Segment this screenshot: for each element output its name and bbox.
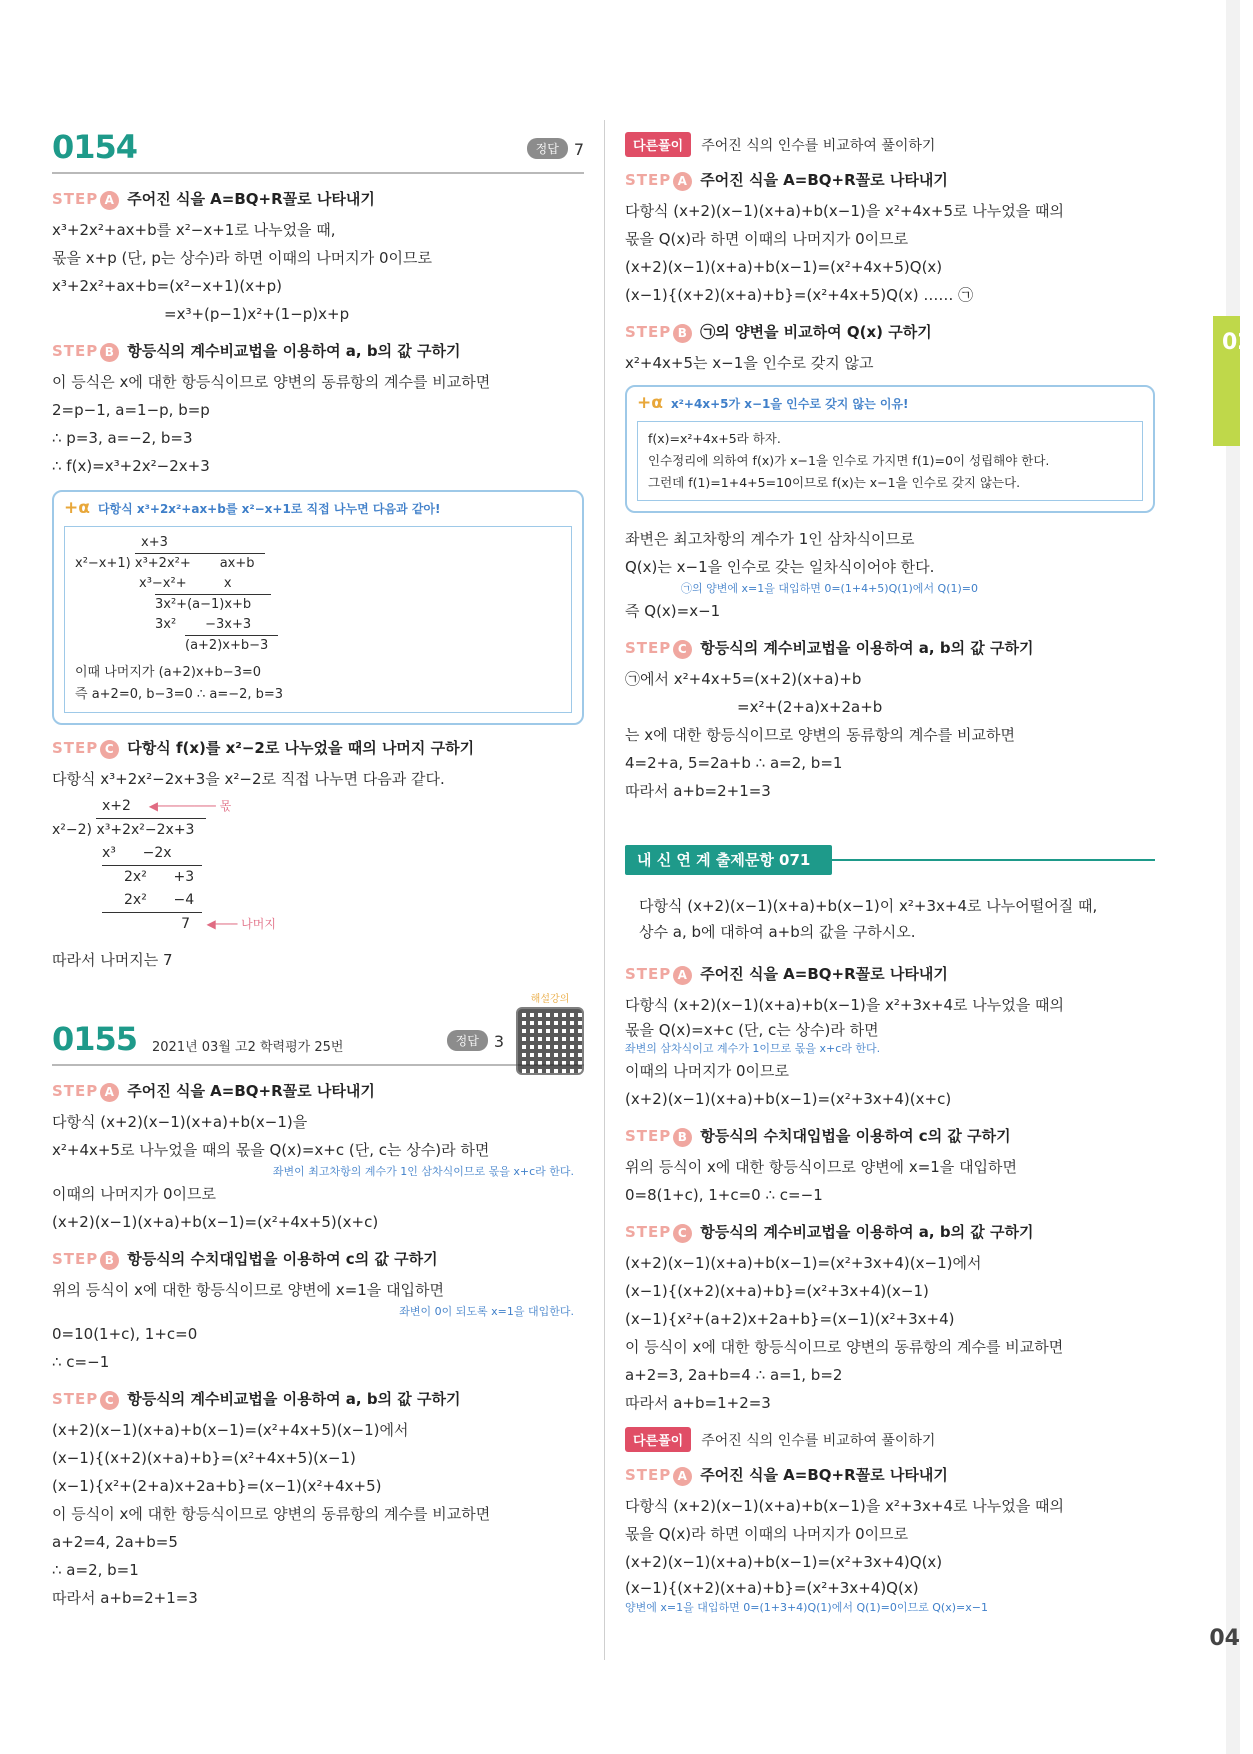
step-b: STEP B ㉠의 양변을 비교하여 Q(x) 구하기 bbox=[625, 323, 932, 341]
left-column bbox=[52, 128, 584, 1612]
dividend-row: x²−2) x³+2x²−2x+3 bbox=[52, 818, 584, 842]
tip-content bbox=[637, 421, 1143, 501]
step-tag: STEP A bbox=[625, 1466, 692, 1484]
text-line: x³+2x²+ax+b를 x²−x+1로 나누었을 때, bbox=[52, 221, 336, 239]
text-line: (x+2)(x−1)(x+a)+b(x−1)=(x²+4x+5)(x−1)에서 bbox=[52, 1421, 409, 1439]
problem-number: 0154 bbox=[52, 128, 138, 166]
exam-banner bbox=[625, 845, 1155, 879]
step-tag: STEP A bbox=[625, 171, 692, 189]
exam-question: 다항식 (x+2)(x−1)(x+a)+b(x−1)이 x²+3x+4로 나누어떨어질 때, bbox=[639, 897, 1098, 915]
step-tag: STEP B bbox=[52, 1250, 119, 1268]
step-c: STEP C 항등식의 계수비교법을 이용하여 a, b의 값 구하기 bbox=[625, 1223, 1034, 1241]
step-b: STEP B 항등식의 계수비교법을 이용하여 a, b의 값 구하기 bbox=[52, 342, 461, 360]
text-line: (x−1){x²+(a+2)x+2a+b}=(x−1)(x²+3x+4) bbox=[625, 1310, 955, 1328]
alt-solution-header: 다른풀이 주어진 식의 인수를 비교하여 풀이하기 bbox=[625, 132, 1155, 157]
step-b: STEP B 항등식의 수치대입법을 이용하여 c의 값 구하기 bbox=[52, 1250, 438, 1268]
sub-row: x³ −2x bbox=[102, 845, 172, 861]
problem-0155-header bbox=[52, 994, 584, 1066]
step-tag: STEP C bbox=[625, 1223, 692, 1241]
step-c: STEP C 항등식의 계수비교법을 이용하여 a, b의 값 구하기 bbox=[625, 639, 1034, 657]
text-line: a+2=4, 2a+b=5 bbox=[52, 1533, 178, 1551]
answer bbox=[527, 138, 584, 159]
text-line: 이 등식이 x에 대한 항등식이므로 양변의 동류항의 계수를 비교하면 bbox=[52, 1505, 491, 1523]
text-line: 몫을 Q(x)라 하면 이때의 나머지가 0이므로 bbox=[625, 1525, 909, 1543]
text-line: 위의 등식이 x에 대한 항등식이므로 양변에 x=1을 대입하면 bbox=[52, 1281, 445, 1299]
text-line: 위의 등식이 x에 대한 항등식이므로 양변에 x=1을 대입하면 bbox=[625, 1158, 1018, 1176]
step-a: STEP A 주어진 식을 A=BQ+R꼴로 나타내기 bbox=[52, 1082, 375, 1100]
text-line: 다항식 (x+2)(x−1)(x+a)+b(x−1)을 bbox=[52, 1113, 308, 1131]
text-line: 그런데 f(1)=1+4+5=10이므로 f(x)는 x−1을 인수로 갖지 않는다. bbox=[648, 475, 1021, 490]
text-line: (x−1){(x+2)(x+a)+b}=(x²+4x+5)(x−1) bbox=[52, 1449, 356, 1467]
text-line: 따라서 a+b=1+2=3 bbox=[625, 1394, 771, 1412]
alt-tag: 다른풀이 bbox=[625, 1427, 691, 1452]
answer-value: 7 bbox=[573, 140, 584, 159]
text-line: 몫을 Q(x)=x+c (단, c는 상수)라 하면 bbox=[625, 1021, 879, 1039]
sub-row: 2x² −4 bbox=[124, 892, 195, 908]
problem-0154-header bbox=[52, 128, 584, 174]
page-edge bbox=[1226, 0, 1240, 1754]
text-line: 이 등식이 x에 대한 항등식이므로 양변의 동류항의 계수를 비교하면 bbox=[625, 1338, 1064, 1356]
step-a: STEP A 주어진 식을 A=BQ+R꼴로 나타내기 bbox=[625, 965, 948, 983]
quotient: x+2 ◀──────── 몫 bbox=[102, 798, 232, 814]
plus-alpha-icon: +α bbox=[637, 393, 663, 413]
text-line: 4=2+a, 5=2a+b ∴ a=2, b=1 bbox=[625, 754, 843, 772]
answer-pill: 정답 bbox=[447, 1030, 488, 1051]
answer bbox=[447, 1030, 504, 1051]
text-line: 이 등식은 x에 대한 항등식이므로 양변의 동류항의 계수를 비교하면 bbox=[52, 373, 491, 391]
side-note: 좌변이 0이 되도록 x=1을 대입한다. bbox=[399, 1305, 574, 1318]
text-line: (x+2)(x−1)(x+a)+b(x−1)=(x²+3x+4)(x+c) bbox=[625, 1090, 952, 1108]
long-division-c bbox=[52, 795, 584, 936]
exam-question: 상수 a, b에 대하여 a+b의 값을 구하시오. bbox=[639, 923, 916, 941]
text-line: ∴ c=−1 bbox=[52, 1353, 110, 1371]
sub-row: 2x² +3 bbox=[52, 865, 584, 889]
text-line: f(x)=x²+4x+5라 하자. bbox=[648, 431, 781, 446]
text-line: ∴ a=2, b=1 bbox=[52, 1561, 139, 1579]
text-line: 다항식 (x+2)(x−1)(x+a)+b(x−1)을 x²+3x+4로 나누었을 때의 bbox=[625, 996, 1064, 1014]
text-line: ∴ f(x)=x³+2x²−2x+3 bbox=[52, 457, 210, 475]
step-a: STEP A 주어진 식을 A=BQ+R꼴로 나타내기 bbox=[625, 1466, 948, 1484]
text-line: 인수정리에 의하여 f(x)가 x−1을 인수로 가지면 f(1)=0이 성립해야 한다. bbox=[648, 453, 1050, 468]
page-number: 04 bbox=[1209, 1626, 1240, 1651]
side-note: ㉠의 양변에 x=1을 대입하면 0=(1+4+5)Q(1)에서 Q(1)=0 bbox=[681, 582, 979, 595]
alt-tag: 다른풀이 bbox=[625, 132, 691, 157]
alt-solution-header: 다른풀이 주어진 식의 인수를 비교하여 풀이하기 bbox=[625, 1427, 1155, 1452]
step-tag: STEP C bbox=[52, 739, 119, 757]
problem-source: 2021년 03월 고2 학력평가 25번 bbox=[152, 1040, 344, 1055]
text-line: (x+2)(x−1)(x+a)+b(x−1)=(x²+4x+5)(x+c) bbox=[52, 1213, 379, 1231]
text-line: 몫을 x+p (단, p는 상수)라 하면 이때의 나머지가 0이므로 bbox=[52, 249, 432, 267]
text-line: (x−1){x²+(2+a)x+2a+b}=(x−1)(x²+4x+5) bbox=[52, 1477, 382, 1495]
text-line: Q(x)는 x−1을 인수로 갖는 일차식이어야 한다. bbox=[625, 558, 935, 576]
text-line: 따라서 a+b=2+1=3 bbox=[52, 1589, 198, 1607]
long-division bbox=[64, 526, 572, 713]
text-line: 는 x에 대한 항등식이므로 양변의 동류항의 계수를 비교하면 bbox=[625, 726, 1016, 744]
final-remainder: (a+2)x+b−3 bbox=[75, 635, 561, 656]
qr-block[interactable] bbox=[516, 990, 584, 1075]
step-tag: STEP A bbox=[52, 1082, 119, 1100]
side-note: 양변에 x=1을 대입하면 0=(1+3+4)Q(1)에서 Q(1)=0이므로 Q(x)=x−1 bbox=[625, 1601, 988, 1614]
answer-pill: 정답 bbox=[527, 138, 568, 159]
step-tag: STEP B bbox=[625, 323, 692, 341]
text-line: a+2=3, 2a+b=4 ∴ a=1, b=2 bbox=[625, 1366, 843, 1384]
text-line: 다항식 x³+2x²−2x+3을 x²−2로 직접 나누면 다음과 같다. bbox=[52, 770, 445, 788]
text-line: 즉 a+2=0, b−3=0 ∴ a=−2, b=3 bbox=[75, 687, 284, 702]
text-line: =x²+(2+a)x+2a+b bbox=[737, 698, 883, 716]
text-line: ㉠에서 x²+4x+5=(x+2)(x+a)+b bbox=[625, 670, 862, 688]
side-note: 좌변의 삼차식이고 계수가 1이므로 몫을 x+c라 한다. bbox=[625, 1042, 881, 1055]
text-line: 이때의 나머지가 0이므로 bbox=[52, 1185, 216, 1203]
qr-label: 해설강의 bbox=[530, 994, 570, 1005]
step-tag: STEP C bbox=[625, 639, 692, 657]
step-c: STEP C 다항식 f(x)를 x²−2로 나누었을 때의 나머지 구하기 bbox=[52, 739, 475, 757]
quotient: x+3 bbox=[141, 535, 168, 550]
right-column bbox=[625, 128, 1155, 1616]
step-a: STEP A 주어진 식을 A=BQ+R꼴로 나타내기 bbox=[625, 171, 948, 189]
chapter-tab-label: 02 bbox=[1222, 330, 1253, 355]
exam-banner-rule bbox=[820, 859, 1155, 861]
step-a: STEP A 주어진 식을 A=BQ+R꼴로 나타내기 bbox=[52, 190, 375, 208]
exam-banner-label: 내 신 연 계 출제문항 071 bbox=[625, 845, 832, 875]
sub-row-2: 3x² −3x+3 bbox=[155, 617, 252, 632]
text-line: x²+4x+5는 x−1을 인수로 갖지 않고 bbox=[625, 354, 874, 372]
tip-title: +α x²+4x+5가 x−1을 인수로 갖지 않는 이유! bbox=[637, 393, 909, 413]
step-c: STEP C 항등식의 계수비교법을 이용하여 a, b의 값 구하기 bbox=[52, 1390, 461, 1408]
side-note: 좌변이 최고차항의 계수가 1인 삼차식이므로 몫을 x+c라 한다. bbox=[272, 1165, 574, 1178]
text-line: =x³+(p−1)x²+(1−p)x+p bbox=[164, 305, 350, 323]
tip-box bbox=[625, 385, 1155, 513]
text-line: 이때 나머지가 (a+2)x+b−3=0 bbox=[75, 665, 262, 680]
remainder: 7 ◀─── 나머지 bbox=[52, 912, 584, 936]
text-line: (x+2)(x−1)(x+a)+b(x−1)=(x²+3x+4)Q(x) bbox=[625, 1553, 943, 1571]
text-line: 0=8(1+c), 1+c=0 ∴ c=−1 bbox=[625, 1186, 823, 1204]
text-line: 다항식 (x+2)(x−1)(x+a)+b(x−1)을 x²+3x+4로 나누었을 때의 bbox=[625, 1497, 1064, 1515]
step-tag: STEP C bbox=[52, 1390, 119, 1408]
text-line: 0=10(1+c), 1+c=0 bbox=[52, 1325, 198, 1343]
text-line: (x+2)(x−1)(x+a)+b(x−1)=(x²+4x+5)Q(x) bbox=[625, 258, 943, 276]
problem-number: 0155 bbox=[52, 1020, 138, 1058]
text-line: 따라서 a+b=2+1=3 bbox=[625, 782, 771, 800]
text-line: 좌변은 최고차항의 계수가 1인 삼차식이므로 bbox=[625, 530, 915, 548]
step-b: STEP B 항등식의 수치대입법을 이용하여 c의 값 구하기 bbox=[625, 1127, 1011, 1145]
tip-title: +α 다항식 x³+2x²+ax+b를 x²−x+1로 직접 나누면 다음과 같아! bbox=[64, 498, 441, 518]
text-line: 즉 Q(x)=x−1 bbox=[625, 602, 721, 620]
answer-value: 3 bbox=[493, 1032, 504, 1051]
plus-alpha-icon: +α bbox=[64, 498, 90, 518]
text-line: 이때의 나머지가 0이므로 bbox=[625, 1062, 789, 1080]
text-line: (x+2)(x−1)(x+a)+b(x−1)=(x²+3x+4)(x−1)에서 bbox=[625, 1254, 982, 1272]
text-line: (x−1){(x+2)(x+a)+b}=(x²+3x+4)Q(x) bbox=[625, 1579, 919, 1597]
text-line: x²+4x+5로 나누었을 때의 몫을 Q(x)=x+c (단, c는 상수)라 하면 bbox=[52, 1141, 490, 1159]
sub-row: x³−x²+ x bbox=[139, 576, 232, 591]
text-line: (x−1){(x+2)(x+a)+b}=(x²+3x+4)(x−1) bbox=[625, 1282, 929, 1300]
step-tag: STEP B bbox=[625, 1127, 692, 1145]
column-divider bbox=[604, 120, 605, 1660]
text-line: 몫을 Q(x)라 하면 이때의 나머지가 0이므로 bbox=[625, 230, 909, 248]
text-line: (x−1){(x+2)(x+a)+b}=(x²+4x+5)Q(x) …… ㉠ bbox=[625, 286, 974, 304]
text-line: 다항식 (x+2)(x−1)(x+a)+b(x−1)을 x²+4x+5로 나누었을 때의 bbox=[625, 202, 1064, 220]
qr-code-icon[interactable] bbox=[516, 1007, 584, 1075]
step-tag: STEP B bbox=[52, 342, 119, 360]
dividend-row: x²−x+1) x³+2x²+ ax+b bbox=[75, 553, 561, 574]
text-line: ∴ p=3, a=−2, b=3 bbox=[52, 429, 193, 447]
text-line: x³+2x²+ax+b=(x²−x+1)(x+p) bbox=[52, 277, 283, 295]
text-line: 2=p−1, a=1−p, b=p bbox=[52, 401, 210, 419]
tip-box bbox=[52, 490, 584, 725]
step-tag: STEP A bbox=[625, 965, 692, 983]
conclusion: 따라서 나머지는 7 bbox=[52, 951, 173, 969]
remainder-row: 3x²+(a−1)x+b bbox=[75, 594, 561, 615]
step-tag: STEP A bbox=[52, 190, 119, 208]
